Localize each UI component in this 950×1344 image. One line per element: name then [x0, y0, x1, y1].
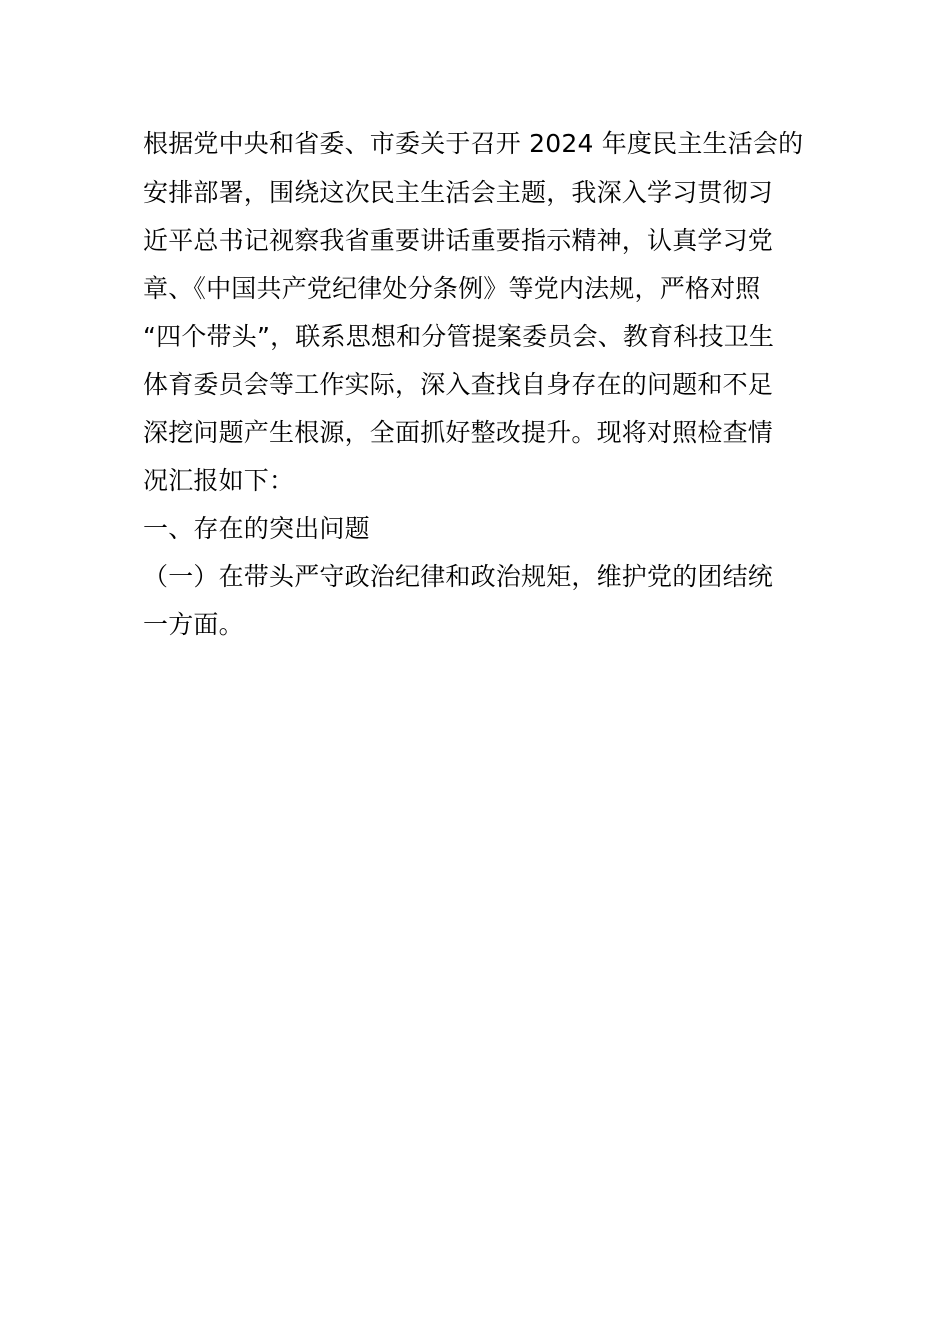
paragraph-line-3: 近平总书记视察我省重要讲话重要指示精神，认真学习党: [143, 226, 774, 255]
paragraph-line-6: 体育委员会等工作实际，深入查找自身存在的问题和不足: [143, 370, 774, 399]
section-heading: 一、存在的突出问题: [143, 514, 370, 543]
subsection-heading-line-2: 一方面。: [143, 610, 244, 639]
paragraph-line-2: 安排部署，围绕这次民主生活会主题，我深入学习贯彻习: [143, 178, 774, 207]
paragraph-line-7: 深挖问题产生根源，全面抓好整改提升。现将对照检查情: [143, 418, 774, 447]
paragraph-line-8: 况汇报如下：: [143, 466, 295, 495]
paragraph-line-1: 根据党中央和省委、市委关于召开 2024 年度民主生活会的: [143, 129, 804, 158]
subsection-heading-line-1: （一）在带头严守政治纪律和政治规矩，维护党的团结统: [143, 562, 774, 591]
paragraph-line-4: 章、《中国共产党纪律处分条例》等党内法规，严格对照: [143, 274, 761, 303]
paragraph-line-5: “四个带头”，联系思想和分管提案委员会、教育科技卫生: [143, 322, 775, 351]
